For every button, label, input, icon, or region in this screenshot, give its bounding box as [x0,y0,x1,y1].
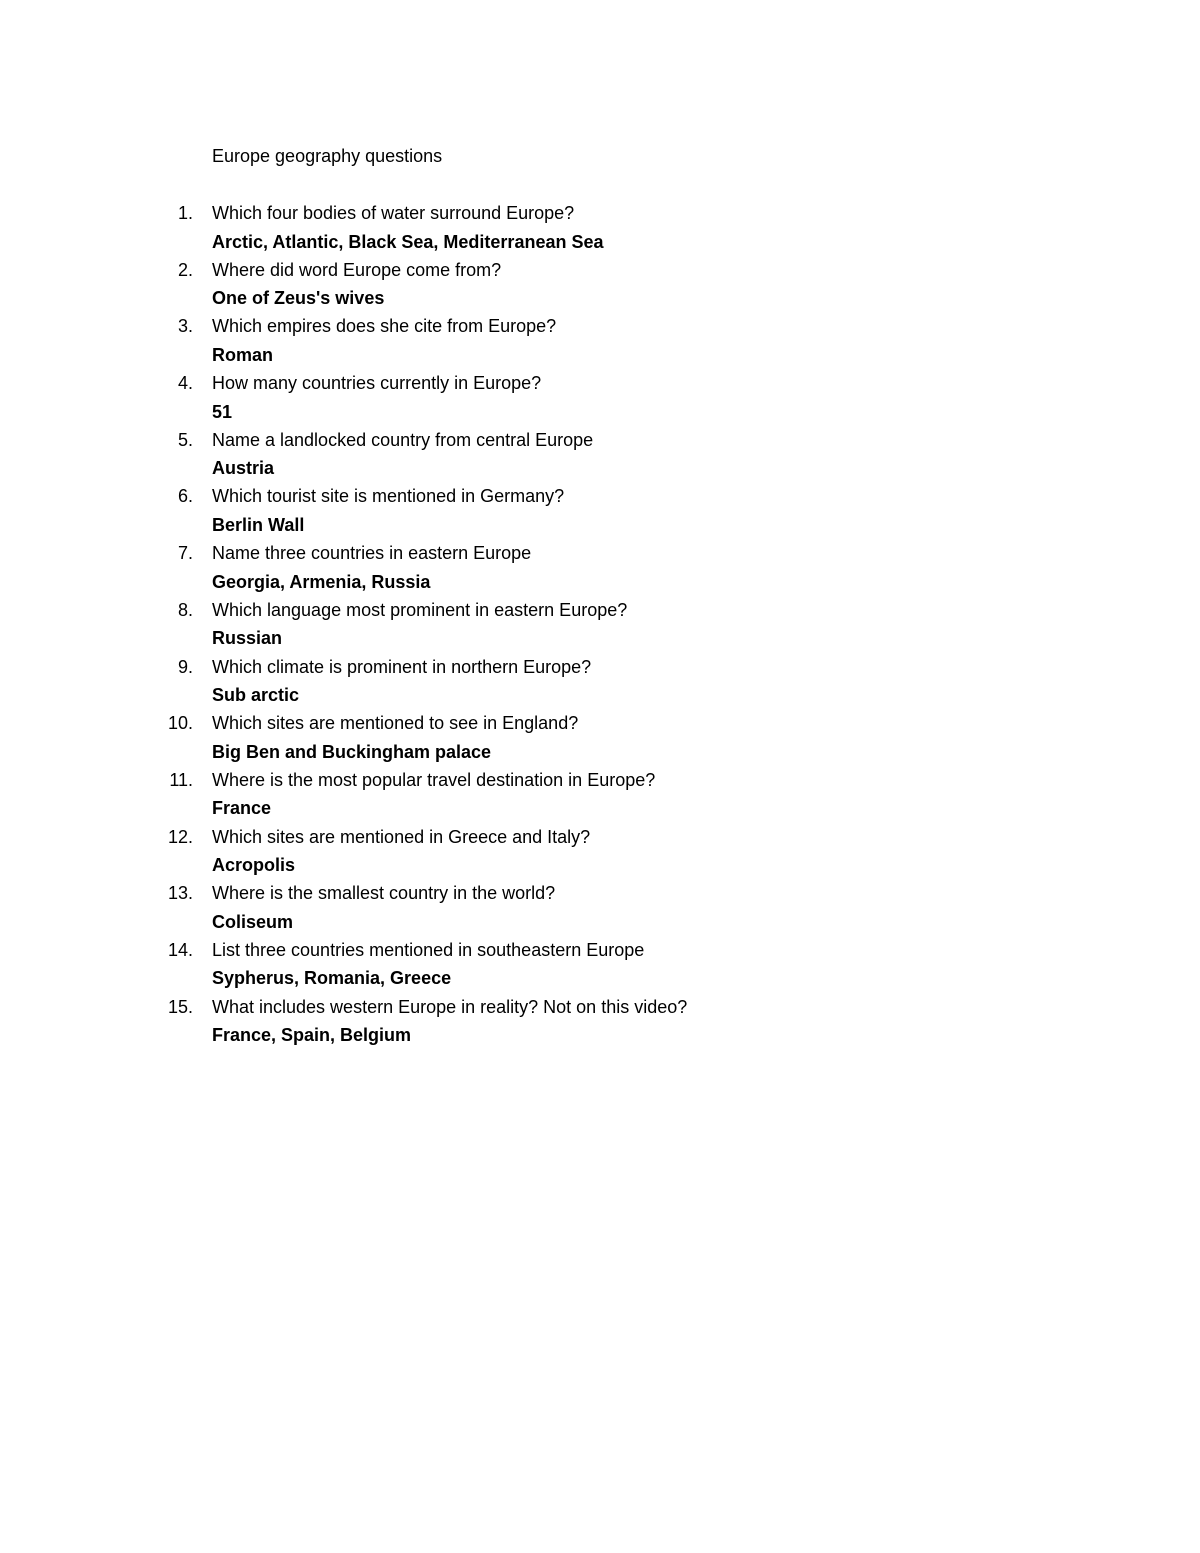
answer-text: Georgia, Armenia, Russia [212,571,431,592]
question-text: What includes western Europe in reality? Not on this video? [212,996,688,1017]
question-text: Where is the most popular travel destination in Europe? [212,769,656,790]
answer-text: Big Ben and Buckingham palace [212,741,492,762]
item-number: 4. [177,373,193,394]
list-item [0,539,1200,596]
document-title: Europe geography questions [212,146,443,166]
answer-text: One of Zeus's wives [212,288,385,309]
list-item [0,653,1200,710]
list-item [0,766,1200,823]
list-item [0,596,1200,653]
answer-text: Berlin Wall [212,514,305,535]
answer-text: Acropolis [212,855,296,876]
item-number: 8. [177,599,193,620]
answer-text: Russian [212,628,283,649]
question-text: Which language most prominent in eastern Europe? [212,599,628,620]
list-item [0,879,1200,936]
list-item [0,312,1200,369]
list-item [0,199,1200,256]
question-text: Which four bodies of water surround Europe? [212,203,575,223]
answer-text: Sub arctic [212,685,300,705]
answer-text: France [212,798,272,819]
item-number: 15. [167,996,193,1017]
question-text: Which tourist site is mentioned in Germany? [212,486,565,507]
item-number: 14. [167,939,193,960]
question-text: Where did word Europe come from? [212,259,502,280]
item-number: 5. [177,429,193,450]
item-number: 7. [177,543,193,564]
answer-text: 51 [212,401,233,422]
question-text: Which sites are mentioned to see in England? [212,713,579,734]
item-number: 13. [167,883,193,904]
answer-text: Roman [212,344,274,365]
list-item [0,426,1200,483]
list-item [0,369,1200,426]
item-number: 6. [177,486,193,507]
question-list [0,199,1200,1049]
item-number: 10. [167,713,193,734]
answer-text: Arctic, Atlantic, Black Sea, Mediterranean Sea [212,231,604,252]
answer-text: Austria [212,458,275,479]
list-item [0,482,1200,539]
item-number: 12. [167,826,193,847]
item-number: 3. [177,316,193,337]
answer-text: Sypherus, Romania, Greece [212,968,452,989]
list-item [0,936,1200,993]
item-number: 2. [177,259,193,280]
question-text: Which climate is prominent in northern Europe? [212,656,592,677]
item-number: 9. [177,656,193,677]
question-text: Which sites are mentioned in Greece and Italy? [212,826,591,847]
answer-text: France, Spain, Belgium [212,1025,412,1046]
question-text: Which empires does she cite from Europe? [212,316,557,337]
item-number: 11. [169,769,193,790]
question-text: Where is the smallest country in the world? [212,883,556,904]
question-text: List three countries mentioned in southeastern Europe [212,939,645,960]
list-item [0,993,1200,1050]
answer-text: Coliseum [212,911,294,932]
list-item [0,823,1200,880]
list-item [0,709,1200,766]
item-number: 1. [177,203,193,223]
question-text: Name three countries in eastern Europe [212,543,532,564]
question-text: Name a landlocked country from central Europe [212,429,594,450]
question-text: How many countries currently in Europe? [212,373,542,394]
list-item [0,256,1200,313]
